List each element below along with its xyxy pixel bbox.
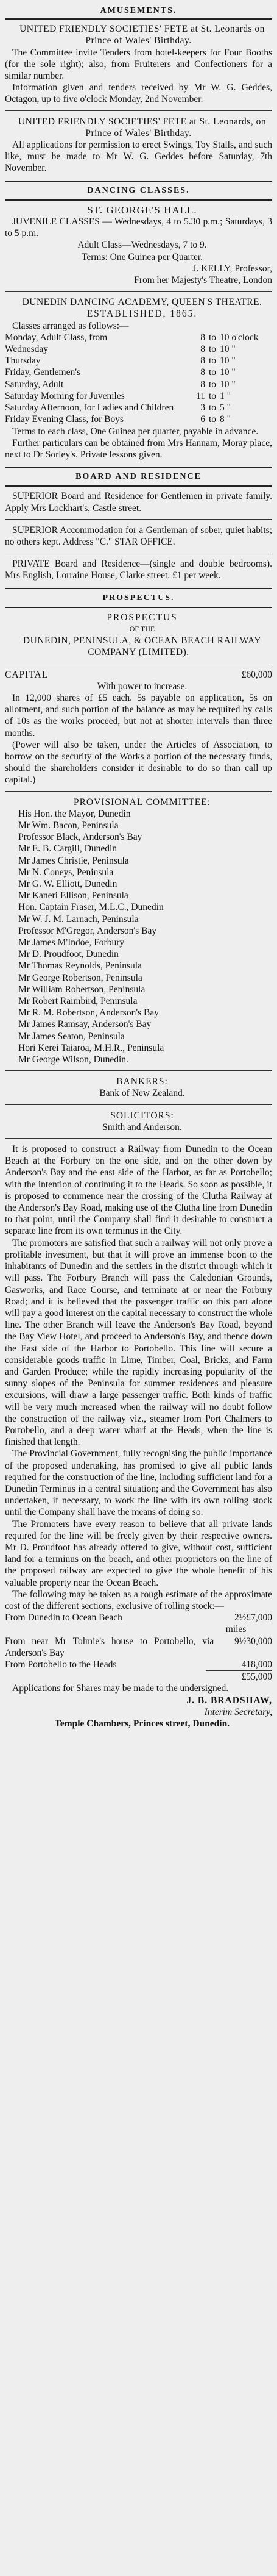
committee-member: Mr W. J. M. Larnach, Peninsula (18, 914, 139, 925)
committee-member: Mr Kaneri Ellison, Peninsula (18, 890, 128, 901)
academy-title: DUNEDIN DANCING ACADEMY, QUEEN'S THEATRE. (22, 297, 262, 308)
capital-value: £60,000 (241, 669, 272, 680)
divider (5, 291, 272, 292)
teacher-name: J. KELLY, Professor, (192, 263, 272, 274)
schedule-row (5, 355, 272, 367)
schedule-label: Saturday Morning for Juveniles (5, 390, 125, 401)
committee-member: His Hon. the Mayor, Dunedin (18, 808, 131, 819)
prospectus-para-3: The Provincial Government, fully recognising the public importance of the proposed undertaking, has promised to give all public lands required for the construction of the line, including sufficient land for a Dunedin Terminus in a central situation; and the Government has also undertaken, if necessary, to work the line with its own rolling stock until the Company shall have the means of doing so. (5, 1448, 272, 1518)
railway-prospectus (5, 612, 272, 1730)
committee-member: Mr George Robertson, Peninsula (18, 972, 142, 983)
committee-heading: PROVISIONAL COMMITTEE: (73, 796, 211, 807)
schedule-from: 11 (196, 390, 205, 401)
fete-swings-body: All applications for permission to erect Swings, Toy Stalls, and such like, must be made to Mr W. G. Geddes before Saturday, 7th November. (5, 140, 272, 174)
divider (5, 1104, 272, 1105)
capital-label: CAPITAL (5, 669, 49, 680)
committee-member: Hon. Captain Fraser, M.L.C., Dunedin (18, 902, 164, 913)
cost-label: From near Mr Tolmie's house to Portobello, via Anderson's Bay (5, 1636, 214, 1658)
board-ad-lockhart (5, 490, 272, 513)
schedule-from: 8 (200, 356, 205, 367)
committee-member: Mr James Christie, Peninsula (18, 855, 129, 866)
board-ad-lockhart-text: SUPERIOR Board and Residence for Gentlemen in private family. Apply Mrs Lockhart's, Castle street. (5, 491, 272, 513)
schedule-to-word: to (208, 356, 217, 367)
board-ad-english (5, 558, 272, 581)
newspaper-column (5, 4, 272, 2567)
committee-member: Mr James M'Indoe, Forbury (18, 937, 125, 948)
divider (5, 1070, 272, 1071)
committee-list (18, 808, 272, 1065)
prospectus-of-the: OF THE (129, 624, 155, 633)
secretary-address: Temple Chambers, Princes street, Dunedin. (54, 1719, 230, 1730)
st-georges-ad (5, 204, 272, 286)
dancing-heading: DANCING CLASSES. (5, 181, 272, 201)
cost-miles: 4 (241, 1659, 247, 1670)
cost-amount: 18,000 (246, 1659, 272, 1670)
prospectus-label: PROSPECTUS (107, 612, 178, 623)
board-ad-star-text: SUPERIOR Accommodation for a Gentleman of sober, quiet habits; no others kept. Address "C." STAR OFFICE. (5, 524, 272, 547)
committee-member: Mr Wm. Bacon, Peninsula (18, 820, 119, 831)
divider (5, 1138, 272, 1139)
committee-member: Mr Robert Raimbird, Peninsula (18, 996, 138, 1007)
schedule-label: Friday Evening Class, for Boys (5, 414, 124, 425)
committee-member: Mr R. M. Robertson, Anderson's Bay (18, 1007, 159, 1018)
schedule-to: 10 " (220, 344, 236, 355)
juvenile-classes: JUVENILE CLASSES — Wednesdays, 4 to 5.30 p.m.; Saturdays, 3 to 5 p.m. (5, 216, 272, 239)
cost-estimate-table (5, 1612, 272, 1670)
class-schedule (5, 332, 272, 426)
schedule-to-word: to (208, 379, 217, 390)
prospectus-para-5: The following may be taken as a rough estimate of the approximate cost of the different sections, exclusive of rolling stock:— (5, 1589, 272, 1611)
schedule-label: Saturday, Adult (5, 379, 64, 390)
schedule-to: 10 " (220, 379, 236, 390)
secretary-name: J. B. BRADSHAW, (186, 1695, 272, 1706)
classes-arranged: Classes arranged as follows:— (12, 320, 129, 331)
secretary-title: Interim Secretary, (204, 1706, 272, 1717)
schedule-row (5, 390, 272, 402)
prospectus-para-4: The Promoters have every reason to believe that all private lands required for the line will be freely given by their respective owners. Mr D. Proudfoot has already offered to give, without cost, sufficient land for a terminus on the beach, and other proprietors on the line of the proposed railway are expected to give the whole benefit of his valuable property near the Ocean Beach. (5, 1519, 272, 1588)
academy-further: Further particulars can be obtained from Mrs Hannam, Moray place, next to Dr Sorley's. Private lessons given. (5, 437, 272, 460)
divider (5, 519, 272, 520)
committee-member: Hori Kerei Taiaroa, M.H.R., Peninsula (18, 1042, 164, 1053)
committee-member: Mr N. Coneys, Peninsula (18, 867, 114, 878)
schedule-to-word: to (208, 414, 217, 425)
schedule-to-word: to (208, 344, 217, 355)
prospectus-para-1: It is proposed to construct a Railway from Dunedin to the Ocean Beach at the Forbury on the one side, and on the other down by Anderson's Bay and the east side of the Harbor, as far as Portobello; with the intention of continuing it to the Heads. So soon as possible, it is proposed to commence near the crossing of the Clutha Railway at the Anderson's Bay Road, making use of the Clutha line from Dunedin to that point, until the Company shall find it desirable to construct a separate line from its own terminus in the City. (5, 1144, 272, 1237)
cost-amount: 30,000 (246, 1636, 272, 1647)
academy-established: ESTABLISHED, 1865. (86, 309, 198, 320)
committee-member: Mr George Wilson, Dunedin. (18, 1054, 128, 1065)
schedule-label: Saturday Afternoon, for Ladies and Children (5, 402, 174, 413)
power-paragraph: (Power will also be taken, under the Articles of Association, to borrow on the security of the Works a portion of the necessary funds, should the shareholders consider it desirable to do so than call up capital.) (5, 739, 272, 785)
committee-member: Mr D. Proudfoot, Dunedin (18, 949, 119, 960)
committee-member: Mr E. B. Cargill, Dunedin (18, 843, 117, 854)
board-ad-star (5, 524, 272, 548)
fete-tender-info: Information given and tenders received by Mr W. G. Geddes, Octagon, up to five o'clock Monday, 2nd November. (5, 82, 272, 105)
capital-note: With power to increase. (97, 681, 188, 692)
schedule-label: Wednesday (5, 344, 49, 355)
applications-note: Applications for Shares may be made to the undersigned. (12, 1683, 229, 1694)
schedule-row (5, 343, 272, 355)
schedule-to-word: to (208, 332, 217, 343)
schedule-label: Monday, Adult Class, from (5, 332, 108, 343)
schedule-label: Friday, Gentlemen's (5, 367, 81, 378)
teacher-origin: From her Majesty's Theatre, London (134, 275, 272, 286)
cost-row (5, 1659, 272, 1670)
committee-member: Professor Black, Anderson's Bay (18, 832, 142, 843)
fete-tender-ad (5, 23, 272, 105)
schedule-row (5, 332, 272, 343)
board-heading: BOARD AND RESIDENCE (5, 467, 272, 487)
fete-swings-title: UNITED FRIENDLY SOCIETIES' FETE at St. Leonards, on Prince of Wales' Birthday. (18, 116, 267, 138)
schedule-to-word: to (208, 367, 217, 378)
schedule-from: 3 (200, 402, 205, 413)
cost-row (5, 1636, 272, 1659)
schedule-from: 8 (200, 379, 205, 390)
committee-member: Professor M'Gregor, Anderson's Bay (18, 925, 157, 936)
shares-paragraph: In 12,000 shares of £5 each. 5s payable on application, 5s on allotment, and such portion of the balance as may be required by calls of 10s as the works proceed, but not at shorter intervals than three months. (5, 692, 272, 739)
company-name: DUNEDIN, PENINSULA, & OCEAN BEACH RAILWAY COMPANY (LIMITED). (23, 635, 262, 658)
prospectus-heading: PROSPECTUS. (5, 588, 272, 608)
cost-miles: 2½ miles (225, 1612, 247, 1635)
committee-member: Mr Thomas Reynolds, Peninsula (18, 961, 142, 971)
st-georges-hall-title: ST. GEORGE'S HALL. (87, 204, 197, 216)
amusements-heading: AMUSEMENTS. (5, 4, 272, 20)
cost-label: From Portobello to the Heads (5, 1659, 117, 1670)
committee-member: Mr G. W. Elliott, Dunedin (18, 879, 117, 889)
schedule-to: 5 " (220, 402, 231, 413)
schedule-from: 8 (200, 344, 205, 355)
solicitors-name: Smith and Anderson. (102, 1122, 182, 1132)
divider (5, 791, 272, 792)
board-ad-english-text: PRIVATE Board and Residence—(single and double bedrooms). Mrs English, Lorraine House, Clarke street. £1 per week. (5, 559, 272, 581)
schedule-row (5, 367, 272, 378)
schedule-to-word: to (208, 402, 217, 413)
schedule-to: 10 o'clock (220, 332, 259, 343)
schedule-to: 8 " (220, 414, 231, 425)
schedule-from: 6 (200, 414, 205, 425)
schedule-to: 1 " (220, 390, 231, 401)
st-georges-terms: Terms: One Guinea per Quarter. (81, 251, 203, 262)
schedule-row (5, 413, 272, 425)
schedule-from: 8 (200, 367, 205, 378)
bankers-name: Bank of New Zealand. (99, 1088, 185, 1099)
schedule-to: 10 " (220, 367, 236, 378)
divider (5, 110, 272, 111)
cost-miles: 9½ (234, 1636, 247, 1647)
cost-row (5, 1612, 272, 1635)
academy-terms: Terms to each class, One Guinea per quarter, payable in advance. (12, 426, 259, 437)
schedule-row (5, 402, 272, 413)
cost-total: £55,000 (206, 1670, 272, 1683)
committee-member: Mr James Seaton, Peninsula (18, 1031, 125, 1042)
prospectus-para-2: The promoters are satisfied that such a railway will not only prove a profitable investment, but that it will prove an immense boon to the inhabitants of Dunedin and the settlers in the district through which it will pass. The Forbury Branch will pass the Caledonian Grounds, Gasworks, and Race Course, and terminate at or near the Forbury Road; and it is believed that the passenger traffic on this part alone will pay a good interest on the capital necessary to construct the whole line. The other Branch will leave the Anderson's Bay Road, beyond the Bay View Hotel, and proceed to Anderson's Bay, and thence down the East side of the Harbor to Portobello. This line will secure a considerable goods traffic in Lime, Timber, Coal, Bricks, and Farm and Garden Produce; while the rapidly increasing popularity of the sunny slopes of the Peninsula for summer residences and pleasure excursions, will draw a large passenger traffic. Both kinds of traffic will be very much increased when the railway will no doubt follow the construction of the railway viz., steamer from Port Chalmers to Portobello, and a deep water wharf at the Heads, when the line is finished that length. (5, 1237, 272, 1448)
schedule-to: 10 " (220, 356, 236, 367)
fete-tender-body: The Committee invite Tenders from hotel-keepers for Four Booths (for the sole right); also, from Fruiterers and Confectioners for a similar number. (5, 47, 272, 82)
schedule-from: 8 (200, 332, 205, 343)
dancing-academy-ad (5, 296, 272, 460)
bankers-heading: BANKERS: (116, 1076, 168, 1087)
fete-swings-ad (5, 116, 272, 174)
committee-member: Mr James Ramsay, Anderson's Bay (18, 1019, 152, 1030)
capital-line (5, 669, 272, 681)
schedule-row (5, 379, 272, 390)
schedule-to-word: to (208, 390, 217, 401)
cost-label: From Dunedin to Ocean Beach (5, 1612, 122, 1623)
cost-amount: £7,000 (246, 1612, 272, 1623)
schedule-label: Thursday (5, 356, 41, 367)
solicitors-heading: SOLICITORS: (110, 1110, 174, 1121)
committee-member: Mr William Robertson, Peninsula (18, 984, 146, 995)
adult-class: Adult Class—Wednesdays, 7 to 9. (77, 240, 207, 251)
fete-tender-title: UNITED FRIENDLY SOCIETIES' FETE at St. Leonards on Prince of Wales' Birthday. (19, 24, 265, 46)
